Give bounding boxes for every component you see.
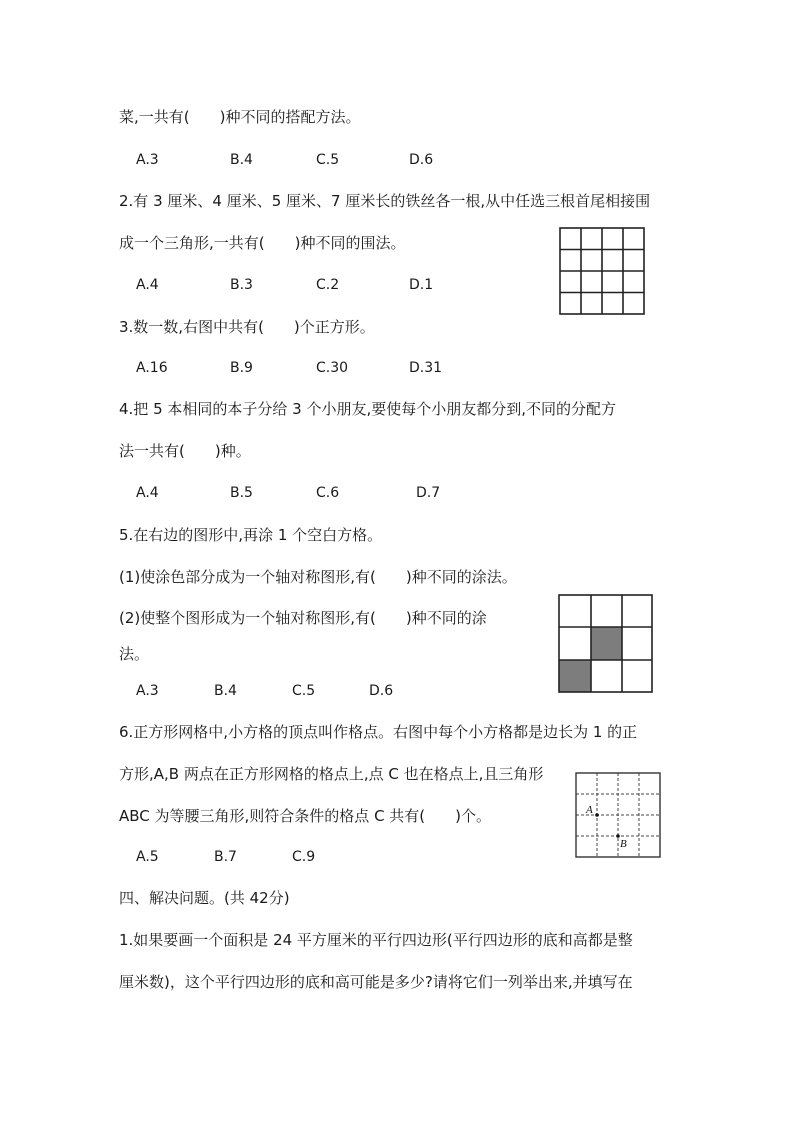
q5-text-line3: (2)使整个图形成为一个轴对称图形,有( )种不同的涂	[119, 609, 487, 627]
q5-option-b[interactable]: B.4	[214, 683, 237, 699]
problem1-text-line1: 1.如果要画一个面积是 24 平方厘米的平行四边形(平行四边形的底和高都是整	[119, 931, 633, 949]
q2-text-line1: 2.有 3 厘米、4 厘米、5 厘米、7 厘米长的铁丝各一根,从中任选三根首尾相接围	[119, 192, 651, 210]
q3-option-c[interactable]: C.30	[316, 360, 349, 376]
q4-text-line2: 法一共有( )种。	[119, 442, 251, 460]
option-a[interactable]: A.3	[136, 152, 159, 168]
q5-option-d[interactable]: D.6	[369, 683, 394, 699]
q3-option-a[interactable]: A.16	[136, 360, 168, 376]
q5-text-line1: 5.在右边的图形中,再涂 1 个空白方格。	[119, 526, 383, 544]
point-a-label: A	[586, 804, 593, 816]
q5-text-line4: 法。	[119, 645, 150, 663]
option-b[interactable]: B.4	[230, 152, 253, 168]
q4-option-a[interactable]: A.4	[136, 485, 159, 501]
q4-text-line1: 4.把 5 本相同的本子分给 3 个小朋友,要使每个小朋友都分到,不同的分配方	[119, 400, 617, 418]
option-c[interactable]: C.5	[316, 152, 340, 168]
point-b-label: B	[620, 838, 627, 850]
square-grid-figure	[558, 225, 648, 318]
problem1-text-line2: 厘米数)，这个平行四边形的底和高可能是多少?请将它们一列举出来,并填写在	[119, 973, 633, 991]
q6-option-a[interactable]: A.5	[136, 849, 159, 865]
option-d[interactable]: D.6	[409, 152, 434, 168]
q6-text-line3: ABC 为等腰三角形,则符合条件的格点 C 共有( )个。	[119, 807, 492, 825]
q2-text-line2: 成一个三角形,一共有( )种不同的围法。	[119, 234, 406, 252]
q2-option-a[interactable]: A.4	[136, 277, 159, 293]
point-a-marker	[595, 813, 599, 817]
shaded-cell	[591, 627, 622, 660]
q2-option-b[interactable]: B.3	[230, 277, 253, 293]
q3-text: 3.数一数,右图中共有( )个正方形。	[119, 318, 375, 336]
q5-option-c[interactable]: C.5	[292, 683, 316, 699]
question-text: 菜,一共有( )种不同的搭配方法。	[119, 108, 361, 126]
shaded-cell	[559, 660, 591, 692]
q5-option-a[interactable]: A.3	[136, 683, 159, 699]
q2-option-c[interactable]: C.2	[316, 277, 340, 293]
q5-text-line2: (1)使涂色部分成为一个轴对称图形,有( )种不同的涂法。	[119, 568, 517, 586]
section-title: 四、解决问题。(共 42分)	[119, 889, 290, 907]
q2-option-d[interactable]: D.1	[409, 277, 434, 293]
q6-option-b[interactable]: B.7	[214, 849, 237, 865]
q6-option-c[interactable]: C.9	[292, 849, 316, 865]
q4-option-c[interactable]: C.6	[316, 485, 340, 501]
shaded-grid-figure	[555, 592, 655, 695]
q4-option-b[interactable]: B.5	[230, 485, 253, 501]
q6-text-line1: 6.正方形网格中,小方格的顶点叫作格点。右图中每个小方格都是边长为 1 的正	[119, 723, 638, 741]
q6-text-line2: 方形,A,B 两点在正方形网格的格点上,点 C 也在格点上,且三角形	[119, 765, 544, 783]
q3-option-d[interactable]: D.31	[409, 360, 443, 376]
q3-option-b[interactable]: B.9	[230, 360, 253, 376]
lattice-grid-figure	[573, 770, 663, 860]
q4-option-d[interactable]: D.7	[416, 485, 441, 501]
